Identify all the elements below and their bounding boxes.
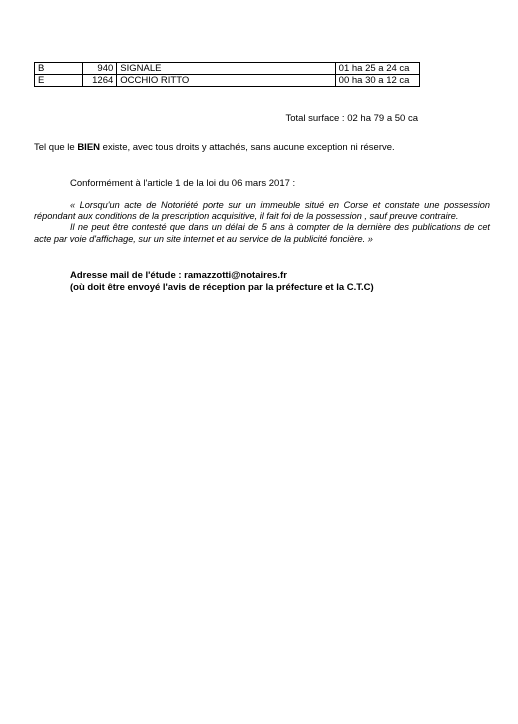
parcel-name: OCCHIO RITTO bbox=[117, 75, 335, 87]
office-mail-note: (où doit être envoyé l'avis de réception par la préfecture et la C.T.C) bbox=[70, 282, 374, 293]
bien-text-after: existe, avec tous droits y attachés, sans aucune exception ni réserve. bbox=[100, 142, 395, 153]
total-surface: Total surface : 02 ha 79 a 50 ca bbox=[285, 113, 418, 124]
parcel-section: E bbox=[35, 75, 83, 87]
parcel-surface: 00 ha 30 a 12 ca bbox=[335, 75, 419, 87]
quote-paragraph-1: « Lorsqu'un acte de Notoriété porte sur un immeuble situé en Corse et constate une possession répondant aux conditions de la prescription acquisitive, il fait foi de la possession , sauf preuve contraire. bbox=[34, 200, 490, 222]
table-row bbox=[35, 63, 420, 75]
conformement-line: Conformément à l'article 1 de la loi du 06 mars 2017 : bbox=[70, 178, 296, 189]
table-row bbox=[35, 75, 420, 87]
parcel-surface: 01 ha 25 a 24 ca bbox=[335, 63, 419, 75]
office-mail-address: Adresse mail de l'étude : ramazzotti@notaires.fr bbox=[70, 270, 287, 281]
bien-bold: BIEN bbox=[77, 142, 101, 153]
bien-text-before: Tel que le bbox=[34, 142, 78, 153]
parcel-name: SIGNALE bbox=[117, 63, 335, 75]
parcel-number: 1264 bbox=[82, 75, 117, 87]
law-quote bbox=[34, 200, 490, 245]
office-mail-block bbox=[70, 270, 490, 294]
parcel-section: B bbox=[35, 63, 83, 75]
quote-paragraph-2: Il ne peut être contesté que dans un délai de 5 ans à compter de la dernière des publications de cet acte par voie d'affichage, sur un site internet et au service de la publicité foncière. » bbox=[34, 222, 490, 244]
parcel-table bbox=[34, 62, 420, 87]
bien-statement bbox=[34, 142, 434, 154]
parcel-number: 940 bbox=[82, 63, 117, 75]
